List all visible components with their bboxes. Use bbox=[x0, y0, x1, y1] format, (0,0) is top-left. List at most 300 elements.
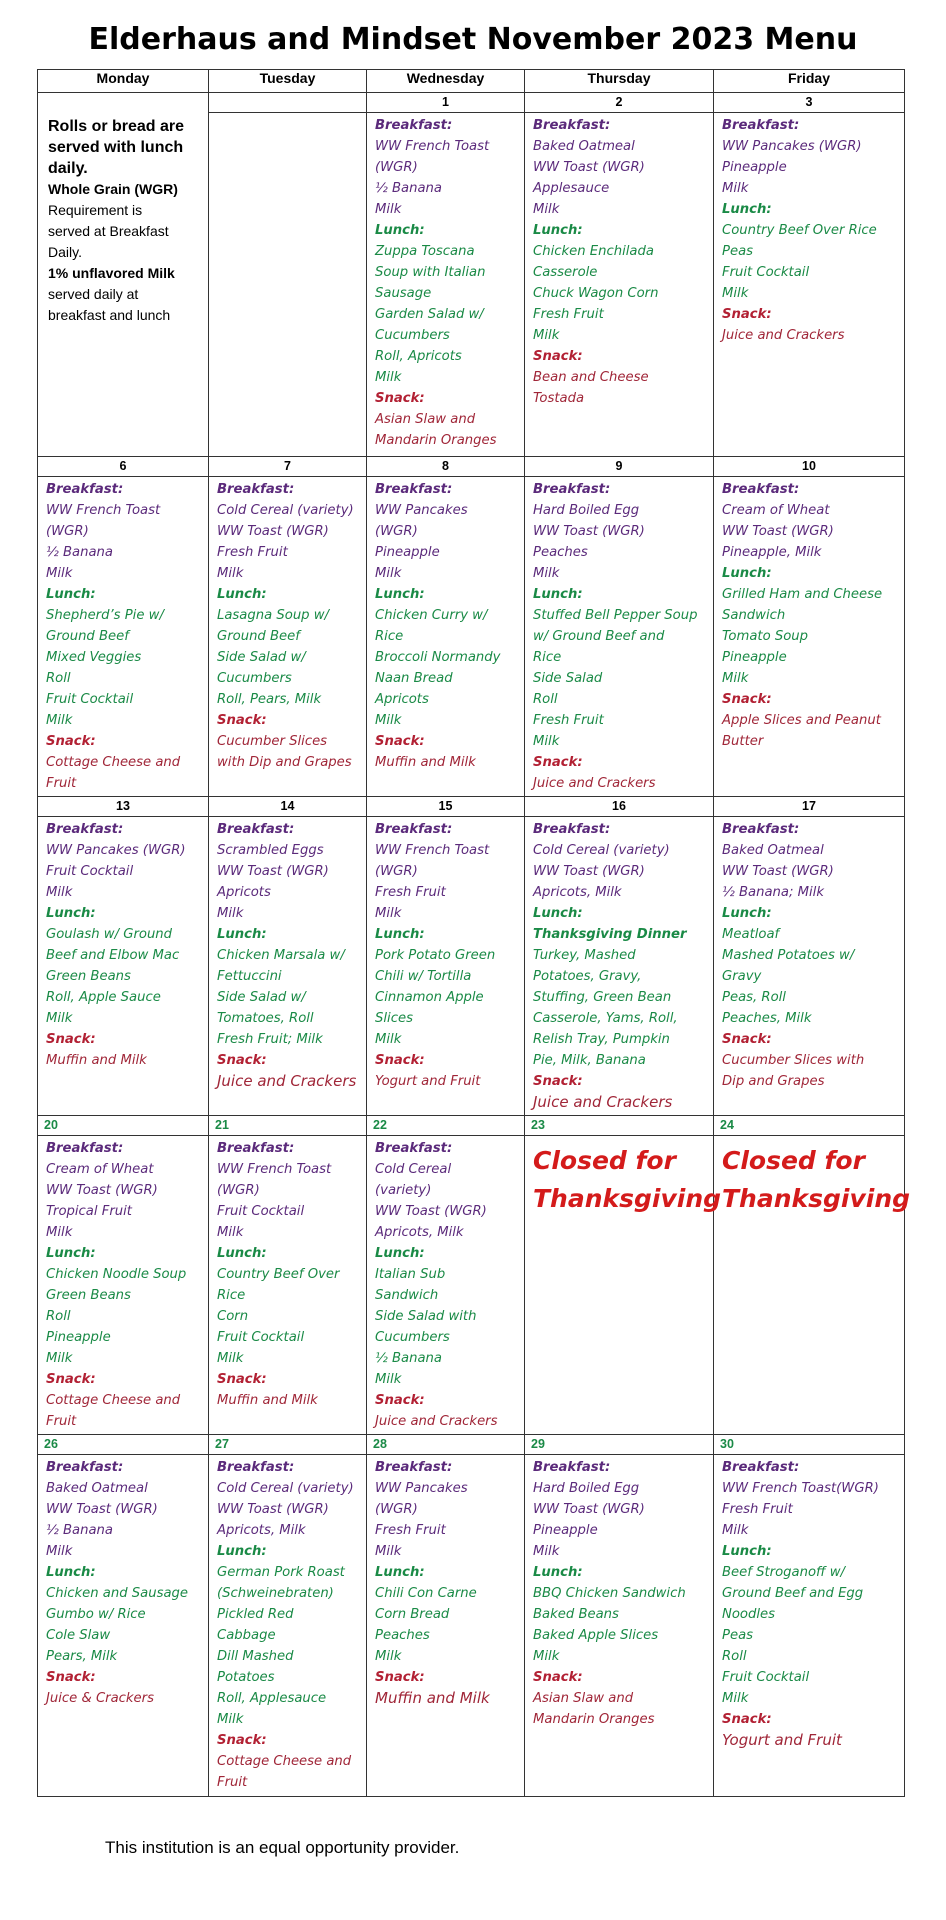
lunch-heading: Lunch: bbox=[217, 927, 267, 942]
breakfast-item: (WGR) bbox=[217, 1183, 260, 1198]
day-menu bbox=[525, 477, 713, 796]
breakfast-heading: Breakfast: bbox=[46, 1460, 124, 1475]
breakfast-item: Apricots, Milk bbox=[375, 1225, 464, 1240]
week-row bbox=[38, 1116, 905, 1435]
weekday-header: Friday bbox=[714, 70, 905, 93]
breakfast-item: Fruit Cocktail bbox=[46, 864, 134, 879]
breakfast-item: Milk bbox=[217, 566, 244, 581]
breakfast-item: Milk bbox=[217, 1225, 244, 1240]
lunch-item: Cabbage bbox=[217, 1628, 276, 1643]
snack-heading: Snack: bbox=[217, 713, 267, 728]
breakfast-item: ½ Banana bbox=[375, 181, 442, 196]
snack-item: Tostada bbox=[533, 391, 585, 406]
lunch-item: Roll bbox=[533, 692, 558, 707]
info-line: Whole Grain (WGR) bbox=[48, 181, 178, 197]
lunch-item: ½ Banana bbox=[375, 1351, 442, 1366]
snack-item: Muffin and Milk bbox=[217, 1393, 318, 1408]
breakfast-heading: Breakfast: bbox=[217, 822, 295, 837]
menu-info-note bbox=[38, 112, 208, 330]
lunch-heading: Lunch: bbox=[722, 1544, 772, 1559]
breakfast-item: (WGR) bbox=[375, 1502, 418, 1517]
breakfast-item: Cold Cereal bbox=[375, 1162, 452, 1177]
lunch-item: Pork Potato Green bbox=[375, 948, 496, 963]
snack-heading: Snack: bbox=[46, 1670, 96, 1685]
lunch-item: Ground Beef bbox=[217, 629, 300, 644]
calendar-body bbox=[38, 93, 911, 1797]
breakfast-heading: Breakfast: bbox=[46, 482, 124, 497]
breakfast-item: Baked Oatmeal bbox=[722, 843, 824, 858]
day-menu bbox=[525, 1455, 713, 1732]
lunch-item: Fruit Cocktail bbox=[217, 1330, 305, 1345]
day-menu bbox=[714, 817, 904, 1094]
lunch-item: Side Salad w/ bbox=[217, 990, 306, 1005]
snack-item: Juice and Crackers bbox=[533, 776, 656, 791]
lunch-item: Country Beef Over bbox=[217, 1267, 340, 1282]
lunch-heading: Lunch: bbox=[375, 587, 425, 602]
lunch-item: Naan Bread bbox=[375, 671, 453, 686]
day-menu bbox=[38, 1136, 208, 1434]
lunch-item: Chicken Noodle Soup bbox=[46, 1267, 187, 1282]
lunch-item: Broccoli Normandy bbox=[375, 650, 501, 665]
snack-item: Muffin and Milk bbox=[46, 1053, 147, 1068]
breakfast-item: Milk bbox=[46, 1544, 73, 1559]
snack-heading: Snack: bbox=[46, 734, 96, 749]
lunch-item: Pineapple bbox=[46, 1330, 111, 1345]
lunch-item: Pie, Milk, Banana bbox=[533, 1053, 646, 1068]
breakfast-item: Milk bbox=[375, 202, 402, 217]
breakfast-heading: Breakfast: bbox=[722, 482, 800, 497]
lunch-item: Side Salad w/ bbox=[217, 650, 306, 665]
info-line: Daily. bbox=[48, 244, 82, 260]
day-number: 16 bbox=[525, 797, 713, 817]
lunch-item: Milk bbox=[533, 328, 560, 343]
lunch-item: Lasagna Soup w/ bbox=[217, 608, 329, 623]
breakfast-heading: Breakfast: bbox=[375, 822, 453, 837]
breakfast-item: Milk bbox=[46, 1225, 73, 1240]
lunch-item: Pineapple bbox=[722, 650, 787, 665]
day-number: 21 bbox=[209, 1116, 366, 1136]
snack-heading: Snack: bbox=[533, 1074, 583, 1089]
day-cell bbox=[209, 457, 367, 797]
breakfast-item: Tropical Fruit bbox=[46, 1204, 132, 1219]
closed-notice bbox=[525, 1136, 722, 1218]
day-menu bbox=[525, 817, 713, 1115]
day-number: 17 bbox=[714, 797, 904, 817]
lunch-item: Fruit Cocktail bbox=[722, 1670, 810, 1685]
lunch-item: Roll, Pears, Milk bbox=[217, 692, 322, 707]
breakfast-heading: Breakfast: bbox=[46, 822, 124, 837]
breakfast-item: WW French Toast(WGR) bbox=[722, 1481, 879, 1496]
breakfast-item: Pineapple bbox=[533, 1523, 598, 1538]
breakfast-item: WW Toast (WGR) bbox=[46, 1183, 158, 1198]
breakfast-heading: Breakfast: bbox=[533, 822, 611, 837]
lunch-item: Roll, Apple Sauce bbox=[46, 990, 161, 1005]
breakfast-heading: Breakfast: bbox=[533, 482, 611, 497]
lunch-item: Roll, Apricots bbox=[375, 349, 462, 364]
week-row bbox=[38, 457, 905, 797]
breakfast-item: Milk bbox=[46, 885, 73, 900]
lunch-item: Tomatoes, Roll bbox=[217, 1011, 314, 1026]
lunch-item: Beef Stroganoff w/ bbox=[722, 1565, 845, 1580]
breakfast-item: WW Toast (WGR) bbox=[533, 524, 645, 539]
lunch-item: Stuffing, Green Bean bbox=[533, 990, 672, 1005]
menu-calendar bbox=[37, 69, 911, 1797]
breakfast-item: Pineapple bbox=[375, 545, 440, 560]
lunch-item: Milk bbox=[375, 370, 402, 385]
day-cell bbox=[714, 1116, 911, 1435]
snack-item: with Dip and Grapes bbox=[217, 755, 352, 770]
breakfast-item: ½ Banana; Milk bbox=[722, 885, 824, 900]
info-line: breakfast and lunch bbox=[48, 307, 171, 323]
day-number: 28 bbox=[367, 1435, 524, 1455]
lunch-item: Grilled Ham and Cheese bbox=[722, 587, 883, 602]
lunch-item: Zuppa Toscana bbox=[375, 244, 475, 259]
breakfast-heading: Breakfast: bbox=[375, 118, 453, 133]
lunch-item: Cucumbers bbox=[375, 1330, 450, 1345]
day-cell bbox=[525, 1116, 722, 1435]
breakfast-item: Peaches bbox=[533, 545, 588, 560]
day-number: 9 bbox=[525, 457, 713, 477]
day-cell bbox=[209, 1116, 367, 1435]
breakfast-item: WW Toast (WGR) bbox=[722, 864, 834, 879]
closed-notice bbox=[714, 1136, 911, 1218]
info-line: Requirement is bbox=[48, 202, 143, 218]
breakfast-heading: Breakfast: bbox=[375, 482, 453, 497]
day-cell bbox=[367, 797, 525, 1116]
lunch-item: Ground Beef and Egg bbox=[722, 1586, 864, 1601]
breakfast-item: Milk bbox=[46, 566, 73, 581]
day-number: 23 bbox=[525, 1116, 713, 1136]
lunch-item: Meatloaf bbox=[722, 927, 780, 942]
breakfast-item: (WGR) bbox=[375, 864, 418, 879]
day-menu bbox=[714, 113, 904, 348]
snack-item: Juice and Crackers bbox=[533, 1093, 673, 1111]
snack-item: Fruit bbox=[46, 1414, 77, 1429]
lunch-item: Relish Tray, Pumpkin bbox=[533, 1032, 670, 1047]
breakfast-item: (WGR) bbox=[46, 524, 89, 539]
info-line: daily. bbox=[48, 160, 88, 177]
day-cell bbox=[38, 93, 209, 457]
breakfast-item: Fresh Fruit bbox=[375, 885, 446, 900]
weekday-header-row bbox=[38, 70, 905, 93]
snack-heading: Snack: bbox=[46, 1032, 96, 1047]
lunch-item: Potatoes, Gravy, bbox=[533, 969, 642, 984]
lunch-item: Casserole bbox=[533, 265, 598, 280]
lunch-item: Rice bbox=[217, 1288, 246, 1303]
day-menu bbox=[38, 477, 208, 796]
lunch-item: Milk bbox=[217, 1351, 244, 1366]
lunch-item: Milk bbox=[722, 671, 749, 686]
week-row bbox=[38, 797, 905, 1116]
day-menu bbox=[525, 113, 713, 411]
lunch-item: Stuffed Bell Pepper Soup bbox=[533, 608, 698, 623]
breakfast-item: Apricots, Milk bbox=[217, 1523, 306, 1538]
lunch-item: Shepherd’s Pie w/ bbox=[46, 608, 164, 623]
lunch-item: Fruit Cocktail bbox=[722, 265, 810, 280]
breakfast-item: Fruit Cocktail bbox=[217, 1204, 305, 1219]
snack-heading: Snack: bbox=[375, 734, 425, 749]
breakfast-heading: Breakfast: bbox=[46, 1141, 124, 1156]
day-menu bbox=[38, 1455, 208, 1711]
day-cell bbox=[38, 457, 209, 797]
lunch-item: Sandwich bbox=[375, 1288, 439, 1303]
breakfast-item: WW French Toast bbox=[375, 843, 490, 858]
lunch-item: Pears, Milk bbox=[46, 1649, 118, 1664]
day-cell bbox=[38, 797, 209, 1116]
lunch-heading: Lunch: bbox=[46, 587, 96, 602]
lunch-item: Milk bbox=[217, 1712, 244, 1727]
snack-item: Muffin and Milk bbox=[375, 755, 476, 770]
snack-heading: Snack: bbox=[217, 1733, 267, 1748]
day-cell bbox=[525, 797, 714, 1116]
lunch-item: Mashed Potatoes w/ bbox=[722, 948, 855, 963]
breakfast-item: WW Toast (WGR) bbox=[375, 1204, 487, 1219]
breakfast-item: ½ Banana bbox=[46, 1523, 113, 1538]
day-menu bbox=[367, 1455, 524, 1711]
day-number bbox=[209, 93, 366, 113]
breakfast-item: Fresh Fruit bbox=[375, 1523, 446, 1538]
lunch-heading: Lunch: bbox=[217, 1544, 267, 1559]
day-number: 8 bbox=[367, 457, 524, 477]
breakfast-heading: Breakfast: bbox=[533, 1460, 611, 1475]
lunch-item: Roll, Applesauce bbox=[217, 1691, 327, 1706]
lunch-heading: Lunch: bbox=[375, 223, 425, 238]
day-number: 26 bbox=[38, 1435, 208, 1455]
lunch-item: Side Salad with bbox=[375, 1309, 477, 1324]
lunch-item: Roll bbox=[722, 1649, 747, 1664]
day-number: 13 bbox=[38, 797, 208, 817]
lunch-item: Rice bbox=[533, 650, 562, 665]
lunch-item: Casserole, Yams, Roll, bbox=[533, 1011, 678, 1026]
lunch-item: Fresh Fruit; Milk bbox=[217, 1032, 323, 1047]
lunch-item: Milk bbox=[375, 1032, 402, 1047]
closed-notice-line: Thanksgiving bbox=[533, 1184, 722, 1213]
lunch-heading: Lunch: bbox=[46, 1565, 96, 1580]
day-menu bbox=[367, 1136, 524, 1434]
breakfast-item: Apricots bbox=[217, 885, 271, 900]
day-menu bbox=[714, 1455, 904, 1753]
lunch-item: Dill Mashed bbox=[217, 1649, 294, 1664]
day-number: 22 bbox=[367, 1116, 524, 1136]
breakfast-item: WW Toast (WGR) bbox=[533, 864, 645, 879]
snack-item: Fruit bbox=[46, 776, 77, 791]
breakfast-item: Hard Boiled Egg bbox=[533, 1481, 640, 1496]
lunch-item: Pickled Red bbox=[217, 1607, 294, 1622]
day-cell bbox=[525, 457, 714, 797]
breakfast-item: Hard Boiled Egg bbox=[533, 503, 640, 518]
breakfast-item: WW Toast (WGR) bbox=[217, 864, 329, 879]
snack-item: Muffin and Milk bbox=[375, 1689, 490, 1707]
day-number: 1 bbox=[367, 93, 524, 113]
breakfast-item: Cold Cereal (variety) bbox=[533, 843, 670, 858]
lunch-item: Baked Beans bbox=[533, 1607, 619, 1622]
lunch-item: Fettuccini bbox=[217, 969, 282, 984]
breakfast-item: Scrambled Eggs bbox=[217, 843, 324, 858]
breakfast-item: Pineapple, Milk bbox=[722, 545, 822, 560]
day-cell bbox=[367, 1435, 525, 1797]
breakfast-item: Baked Oatmeal bbox=[533, 139, 635, 154]
breakfast-item: Milk bbox=[217, 906, 244, 921]
lunch-heading: Lunch: bbox=[217, 587, 267, 602]
breakfast-item: Milk bbox=[722, 1523, 749, 1538]
lunch-heading: Lunch: bbox=[722, 906, 772, 921]
snack-heading: Snack: bbox=[375, 1393, 425, 1408]
breakfast-item: Cream of Wheat bbox=[46, 1162, 154, 1177]
day-cell bbox=[714, 1435, 905, 1797]
snack-heading: Snack: bbox=[217, 1372, 267, 1387]
breakfast-item: Milk bbox=[375, 566, 402, 581]
day-number: 7 bbox=[209, 457, 366, 477]
day-cell bbox=[714, 457, 905, 797]
lunch-item: Milk bbox=[46, 1351, 73, 1366]
lunch-item: Chicken Enchilada bbox=[533, 244, 654, 259]
lunch-heading: Lunch: bbox=[722, 202, 772, 217]
snack-heading: Snack: bbox=[533, 755, 583, 770]
breakfast-heading: Breakfast: bbox=[217, 1141, 295, 1156]
lunch-item: Side Salad bbox=[533, 671, 603, 686]
snack-item: Juice & Crackers bbox=[46, 1691, 154, 1706]
breakfast-heading: Breakfast: bbox=[375, 1460, 453, 1475]
day-menu bbox=[714, 477, 904, 754]
lunch-item: Chuck Wagon Corn bbox=[533, 286, 659, 301]
lunch-item: Peas, Roll bbox=[722, 990, 786, 1005]
lunch-item: Noodles bbox=[722, 1607, 776, 1622]
day-number: 2 bbox=[525, 93, 713, 113]
lunch-item: Corn bbox=[217, 1309, 249, 1324]
lunch-item: Green Beans bbox=[46, 1288, 131, 1303]
snack-item: Bean and Cheese bbox=[533, 370, 649, 385]
breakfast-heading: Breakfast: bbox=[217, 482, 295, 497]
week-row bbox=[38, 93, 905, 457]
breakfast-heading: Breakfast: bbox=[533, 118, 611, 133]
lunch-item: Cole Slaw bbox=[46, 1628, 111, 1643]
lunch-heading: Lunch: bbox=[533, 587, 583, 602]
day-number: 3 bbox=[714, 93, 904, 113]
day-number: 27 bbox=[209, 1435, 366, 1455]
breakfast-item: Baked Oatmeal bbox=[46, 1481, 148, 1496]
snack-heading: Snack: bbox=[375, 1053, 425, 1068]
lunch-item: Tomato Soup bbox=[722, 629, 809, 644]
day-number: 14 bbox=[209, 797, 366, 817]
breakfast-item: Fresh Fruit bbox=[217, 545, 288, 560]
day-cell bbox=[209, 1435, 367, 1797]
lunch-heading: Lunch: bbox=[46, 906, 96, 921]
breakfast-item: WW Toast (WGR) bbox=[533, 160, 645, 175]
lunch-heading: Lunch: bbox=[375, 1565, 425, 1580]
lunch-item: Peas bbox=[722, 244, 754, 259]
lunch-item: Cucumbers bbox=[217, 671, 292, 686]
breakfast-item: WW French Toast bbox=[375, 139, 490, 154]
lunch-heading: Lunch: bbox=[46, 1246, 96, 1261]
day-number: 20 bbox=[38, 1116, 208, 1136]
day-cell bbox=[525, 1435, 714, 1797]
day-number: 29 bbox=[525, 1435, 713, 1455]
breakfast-item: (variety) bbox=[375, 1183, 432, 1198]
lunch-item: Ground Beef bbox=[46, 629, 129, 644]
info-line: served at Breakfast bbox=[48, 223, 169, 239]
breakfast-item: WW Pancakes bbox=[375, 1481, 468, 1496]
day-cell bbox=[209, 93, 367, 457]
breakfast-item: Cream of Wheat bbox=[722, 503, 830, 518]
day-cell bbox=[209, 797, 367, 1116]
day-cell bbox=[367, 457, 525, 797]
info-line: 1% unflavored Milk bbox=[48, 265, 175, 281]
breakfast-item: WW Toast (WGR) bbox=[533, 1502, 645, 1517]
lunch-heading: Lunch: bbox=[533, 1565, 583, 1580]
lunch-heading: Lunch: bbox=[533, 906, 583, 921]
lunch-item: Chicken and Sausage bbox=[46, 1586, 189, 1601]
day-menu bbox=[209, 1455, 366, 1795]
breakfast-heading: Breakfast: bbox=[722, 822, 800, 837]
snack-heading: Snack: bbox=[722, 307, 772, 322]
day-menu bbox=[209, 1136, 366, 1413]
lunch-item: Sausage bbox=[375, 286, 432, 301]
snack-item: Asian Slaw and bbox=[533, 1691, 634, 1706]
snack-item: Mandarin Oranges bbox=[533, 1712, 655, 1727]
breakfast-item: Milk bbox=[533, 202, 560, 217]
breakfast-item: WW Pancakes (WGR) bbox=[722, 139, 862, 154]
weekday-header: Wednesday bbox=[367, 70, 525, 93]
lunch-item: Goulash w/ Ground bbox=[46, 927, 173, 942]
closed-notice-line: Closed for bbox=[722, 1146, 865, 1175]
breakfast-item: WW Toast (WGR) bbox=[217, 1502, 329, 1517]
lunch-item: Potatoes bbox=[217, 1670, 275, 1685]
snack-heading: Snack: bbox=[46, 1372, 96, 1387]
day-menu bbox=[209, 817, 366, 1094]
day-number: 30 bbox=[714, 1435, 904, 1455]
breakfast-heading: Breakfast: bbox=[722, 1460, 800, 1475]
lunch-item: Peaches, Milk bbox=[722, 1011, 812, 1026]
snack-heading: Snack: bbox=[533, 349, 583, 364]
lunch-item: Italian Sub bbox=[375, 1267, 446, 1282]
day-menu bbox=[367, 817, 524, 1094]
lunch-item: Chicken Marsala w/ bbox=[217, 948, 345, 963]
lunch-heading: Lunch: bbox=[375, 927, 425, 942]
day-cell bbox=[367, 93, 525, 457]
lunch-item: Chili w/ Tortilla bbox=[375, 969, 472, 984]
lunch-item: Green Beans bbox=[46, 969, 131, 984]
lunch-item: BBQ Chicken Sandwich bbox=[533, 1586, 686, 1601]
week-row bbox=[38, 1435, 905, 1797]
snack-item: Asian Slaw and bbox=[375, 412, 476, 427]
lunch-heading: Lunch: bbox=[722, 566, 772, 581]
lunch-item: Turkey, Mashed bbox=[533, 948, 636, 963]
snack-heading: Snack: bbox=[722, 692, 772, 707]
lunch-item: Milk bbox=[722, 286, 749, 301]
lunch-item: Garden Salad w/ bbox=[375, 307, 484, 322]
day-cell bbox=[38, 1116, 209, 1435]
lunch-item: Chicken Curry w/ bbox=[375, 608, 488, 623]
lunch-item: Milk bbox=[533, 1649, 560, 1664]
day-number: 6 bbox=[38, 457, 208, 477]
lunch-item: Milk bbox=[722, 1691, 749, 1706]
lunch-item: Apricots bbox=[375, 692, 429, 707]
lunch-item: Gravy bbox=[722, 969, 762, 984]
breakfast-item: (WGR) bbox=[375, 524, 418, 539]
snack-item: Cottage Cheese and bbox=[46, 755, 181, 770]
day-menu bbox=[367, 113, 524, 453]
closed-notice-line: Closed for bbox=[533, 1146, 676, 1175]
footer-note: This institution is an equal opportunity provider. bbox=[105, 1838, 460, 1857]
lunch-item: Chili Con Carne bbox=[375, 1586, 477, 1601]
lunch-item: Fresh Fruit bbox=[533, 713, 604, 728]
snack-item: Mandarin Oranges bbox=[375, 433, 497, 448]
lunch-item: w/ Ground Beef and bbox=[533, 629, 665, 644]
snack-heading: Snack: bbox=[217, 1053, 267, 1068]
breakfast-item: Pineapple bbox=[722, 160, 787, 175]
lunch-item: Beef and Elbow Mac bbox=[46, 948, 180, 963]
breakfast-item: Milk bbox=[375, 906, 402, 921]
